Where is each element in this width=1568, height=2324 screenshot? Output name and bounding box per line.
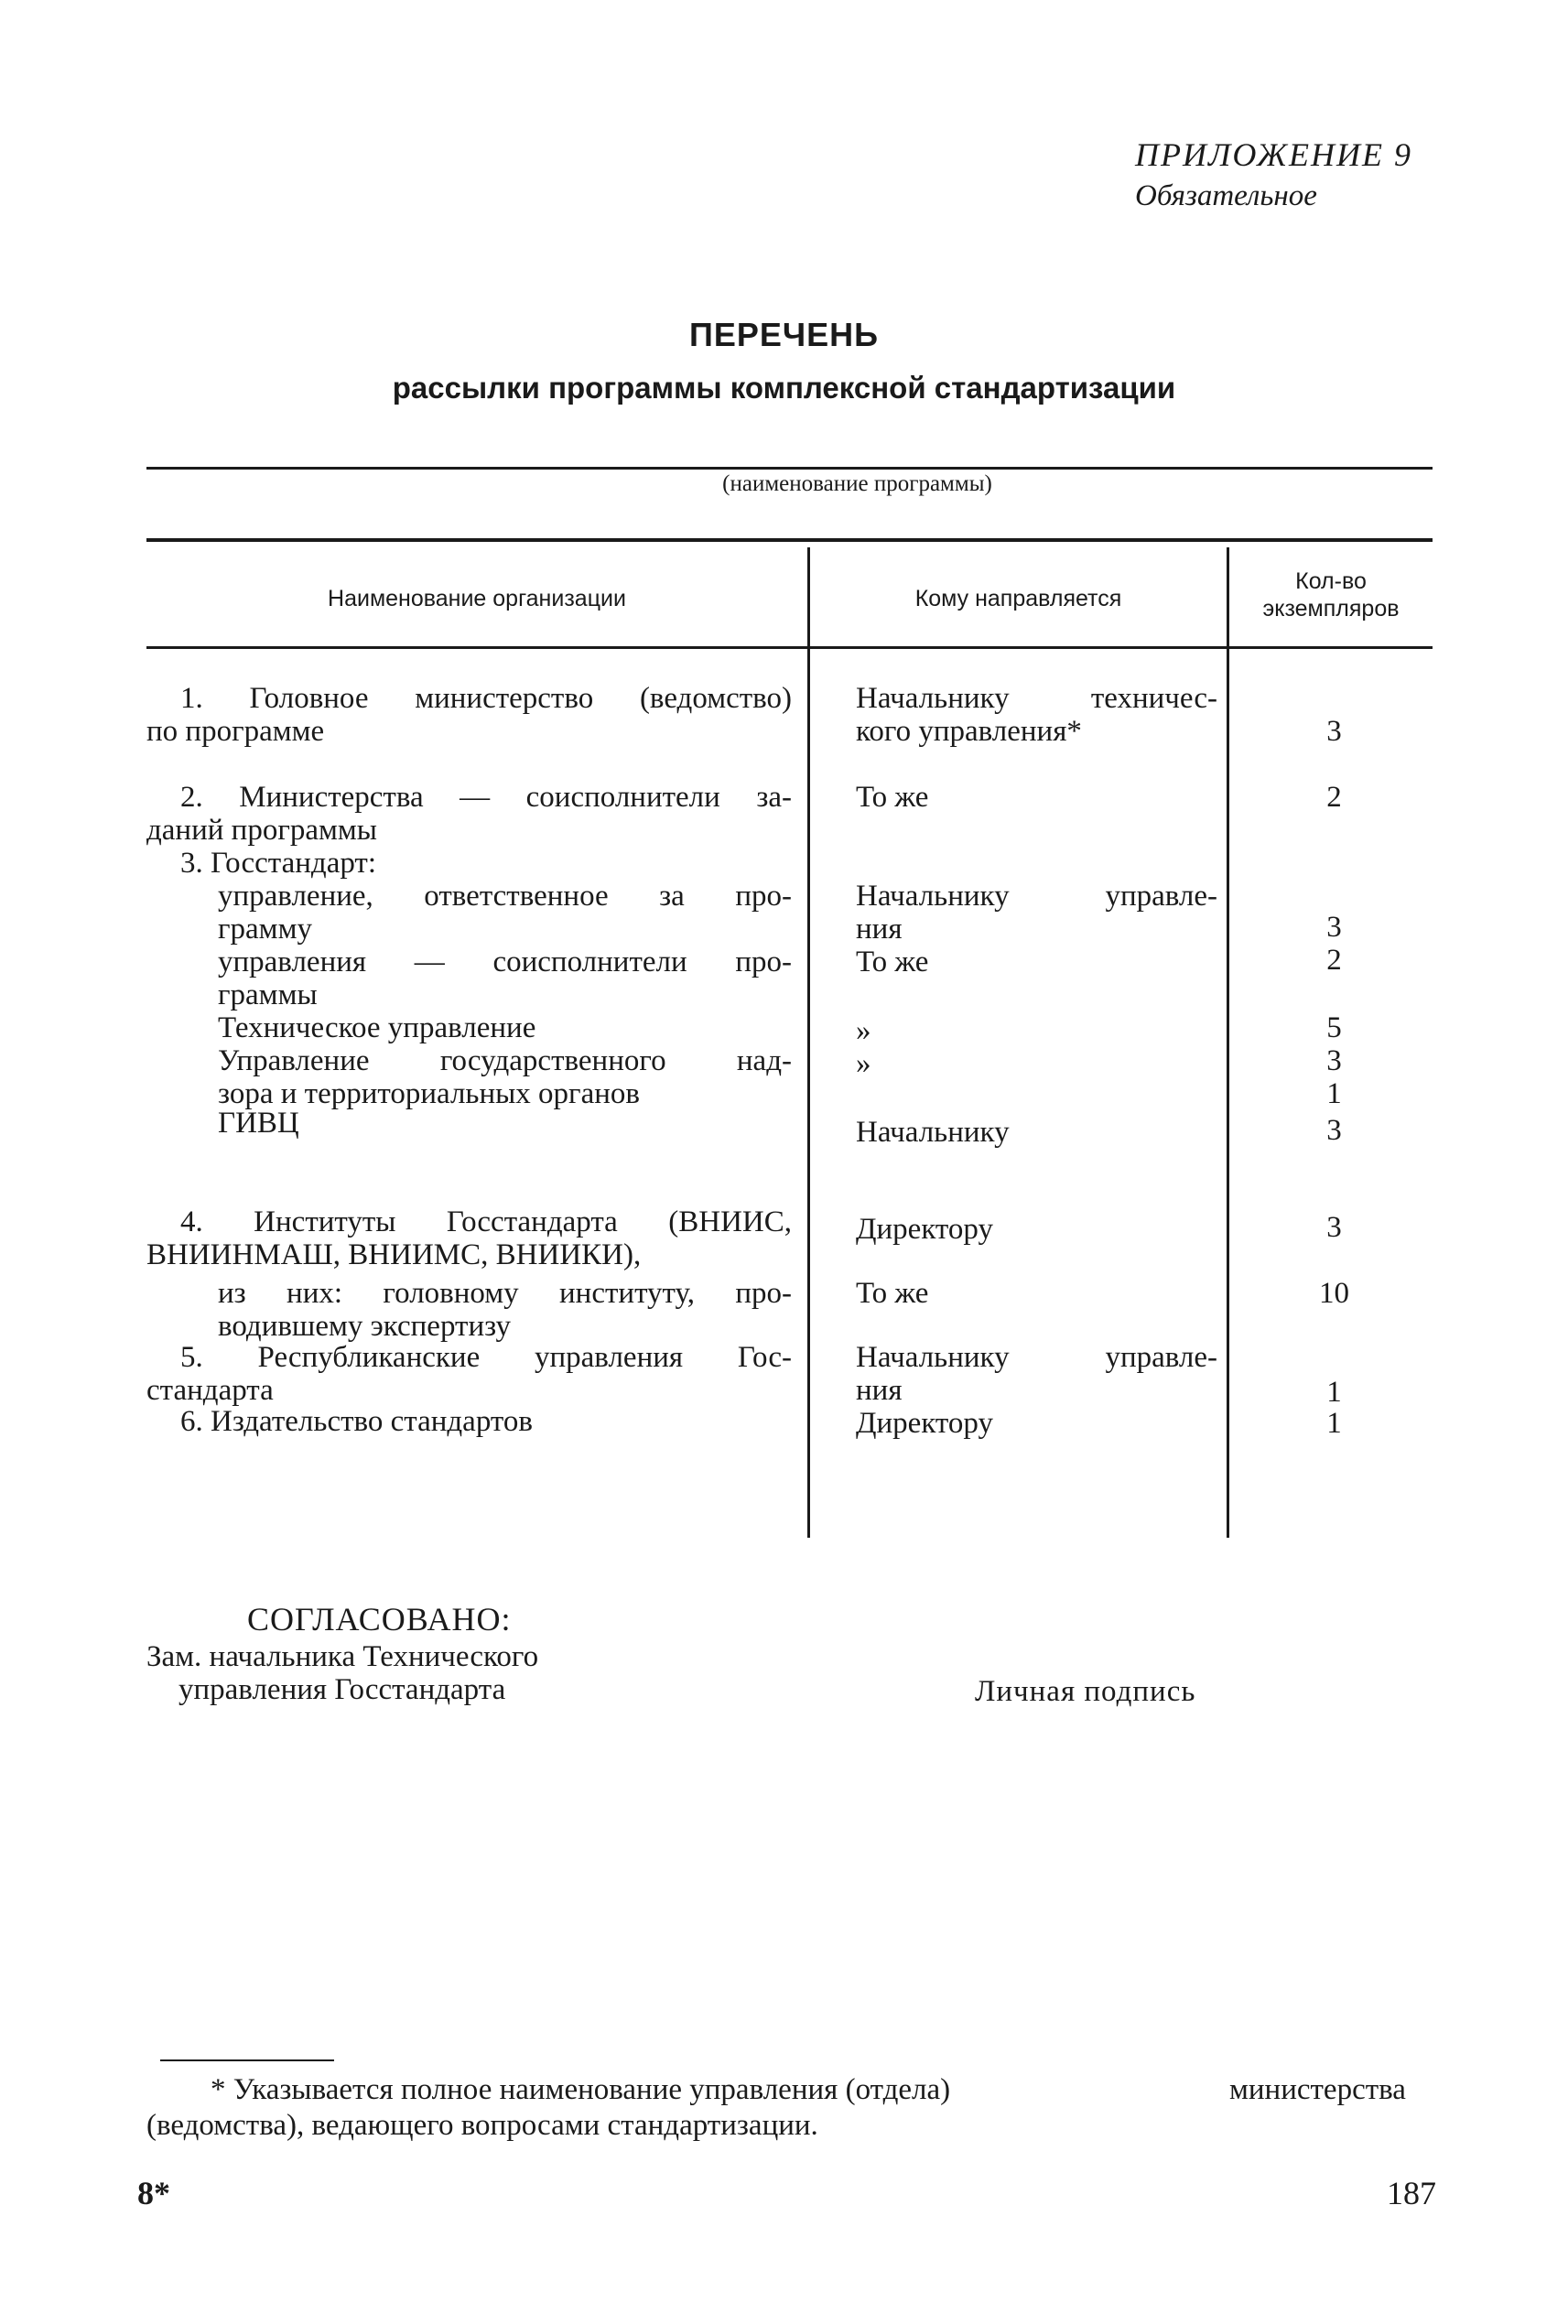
table-row-10-org-line1: из них: головному институту, про- xyxy=(218,1277,792,1310)
appendix-status: Обязательное xyxy=(1135,179,1317,212)
table-row-7-copies-2: 1 xyxy=(1326,1077,1342,1110)
table-row-6-org-line1: Техническое управление xyxy=(218,1011,536,1044)
table-row-10-recipient: То же xyxy=(856,1277,929,1310)
table-row-8-copies: 3 xyxy=(1326,1114,1342,1147)
table-row-4-org-line1: управление, ответственное за про- xyxy=(218,880,792,913)
table-row-2-org xyxy=(146,781,792,847)
approval-position-line2: управления Госстандарта xyxy=(178,1673,506,1706)
table-row-12-org xyxy=(146,1405,792,1438)
table-row-1-recipient-line2: кого управления* xyxy=(856,715,1082,748)
table-row-2-org-line1: 2. Министерства — соисполнители за- xyxy=(180,781,792,814)
table-row-3-org xyxy=(146,847,792,880)
table-row-5-copies: 2 xyxy=(1326,944,1342,977)
table-row-7-org-line1: Управление государственного над- xyxy=(218,1044,792,1077)
table-row-1-copies: 3 xyxy=(1326,715,1342,748)
approval-position-line1: Зам. начальника Технического xyxy=(146,1640,539,1673)
appendix-label: ПРИЛОЖЕНИЕ 9 xyxy=(1135,136,1412,173)
table-top-rule xyxy=(146,538,1433,542)
table-row-4-recipient xyxy=(856,880,1217,946)
table-row-11-org-line1: 5. Республиканские управления Гос- xyxy=(180,1341,792,1374)
table-row-4-recipient-line1: Начальнику управле- xyxy=(856,880,1217,913)
table-row-10-org-line2: водившему экспертизу xyxy=(218,1310,511,1343)
page-number: 187 xyxy=(1387,2175,1436,2211)
approval-heading: СОГЛАСОВАНО: xyxy=(247,1601,512,1638)
table-row-7-recipient: » xyxy=(856,1047,871,1080)
table-row-11-copies: 1 xyxy=(1326,1376,1342,1409)
table-row-10-org xyxy=(146,1277,792,1343)
table-row-4-org xyxy=(146,880,792,946)
table-row-4-org-line2: грамму xyxy=(218,913,312,946)
table-row-9-org-line2: ВНИИНМАШ, ВНИИМС, ВНИИКИ), xyxy=(146,1238,642,1271)
program-name-caption: (наименование программы) xyxy=(722,471,992,496)
table-row-9-copies: 3 xyxy=(1326,1211,1342,1244)
table-row-5-recipient: То же xyxy=(856,946,929,978)
footnote-line1-end: министерства xyxy=(1229,2073,1406,2106)
table-header-rule xyxy=(146,646,1433,649)
footnote-rule xyxy=(160,2059,334,2061)
table-row-1-org-line2: по программе xyxy=(146,715,325,748)
table-row-8-recipient: Начальнику xyxy=(856,1116,1010,1149)
table-row-9-recipient: Директору xyxy=(856,1213,993,1246)
table-row-5-org-line2: граммы xyxy=(218,978,318,1011)
table-row-2-recipient: То же xyxy=(856,781,929,814)
table-row-6-recipient: » xyxy=(856,1014,871,1047)
table-row-6-copies: 5 xyxy=(1326,1011,1342,1044)
signature-mark: 8* xyxy=(137,2175,170,2211)
table-row-4-recipient-line2: ния xyxy=(856,913,903,946)
table-row-4-copies: 3 xyxy=(1326,911,1342,944)
table-row-8-org xyxy=(146,1107,792,1140)
header-copies xyxy=(1229,567,1433,622)
footnote-line1: * Указывается полное наименование управления (отдела) xyxy=(211,2073,951,2106)
table-row-11-recipient-line1: Начальнику управле- xyxy=(856,1341,1217,1374)
header-organization: Наименование организации xyxy=(328,586,626,611)
table-row-1-org-line1: 1. Головное министерство (ведомство) xyxy=(180,682,792,715)
header-copies-line2: экземпляров xyxy=(1262,596,1400,622)
table-row-7-org xyxy=(146,1044,792,1110)
header-recipient: Кому направляется xyxy=(914,586,1122,611)
table-row-7-copies-1: 3 xyxy=(1326,1044,1342,1077)
table-row-12-recipient: Директору xyxy=(856,1407,993,1440)
table-row-7-org-line2: зора и территориальных органов xyxy=(218,1077,640,1110)
table-row-9-org xyxy=(146,1205,792,1271)
document-title: ПЕРЕЧЕНЬ xyxy=(688,316,880,353)
table-row-6-org xyxy=(146,1011,792,1044)
signature-label: Личная подпись xyxy=(975,1675,1196,1708)
column-divider-2 xyxy=(1227,547,1229,1538)
table-row-5-org xyxy=(146,946,792,1011)
table-row-11-org xyxy=(146,1341,792,1407)
table-row-10-copies: 10 xyxy=(1319,1277,1349,1310)
table-row-1-recipient xyxy=(856,682,1217,748)
table-row-12-org-line1: 6. Издательство стандартов xyxy=(180,1405,533,1438)
table-row-1-recipient-line1: Начальнику техничес- xyxy=(856,682,1217,715)
table-row-11-org-line2: стандарта xyxy=(146,1374,274,1407)
table-row-2-copies: 2 xyxy=(1326,781,1342,814)
footnote-line2: (ведомства), ведающего вопросами стандартизации. xyxy=(146,2109,818,2142)
program-name-line xyxy=(146,467,1433,470)
header-copies-line1: Кол-во xyxy=(1295,568,1367,594)
table-row-8-org-line1: ГИВЦ xyxy=(218,1107,299,1140)
table-row-11-recipient xyxy=(856,1341,1217,1407)
table-row-11-recipient-line2: ния xyxy=(856,1374,903,1407)
document-subtitle: рассылки программы комплексной стандартизации xyxy=(392,371,1176,405)
table-row-2-org-line2: даний программы xyxy=(146,814,377,847)
column-divider-1 xyxy=(807,547,810,1538)
table-row-1-org xyxy=(146,682,792,748)
table-row-12-copies: 1 xyxy=(1326,1407,1342,1440)
table-row-9-org-line1: 4. Институты Госстандарта (ВНИИС, xyxy=(180,1205,792,1238)
table-row-7-copies xyxy=(1236,1044,1433,1110)
table-row-5-org-line1: управления — соисполнители про- xyxy=(218,946,792,978)
table-row-3-org-line1: 3. Госстандарт: xyxy=(180,847,377,880)
